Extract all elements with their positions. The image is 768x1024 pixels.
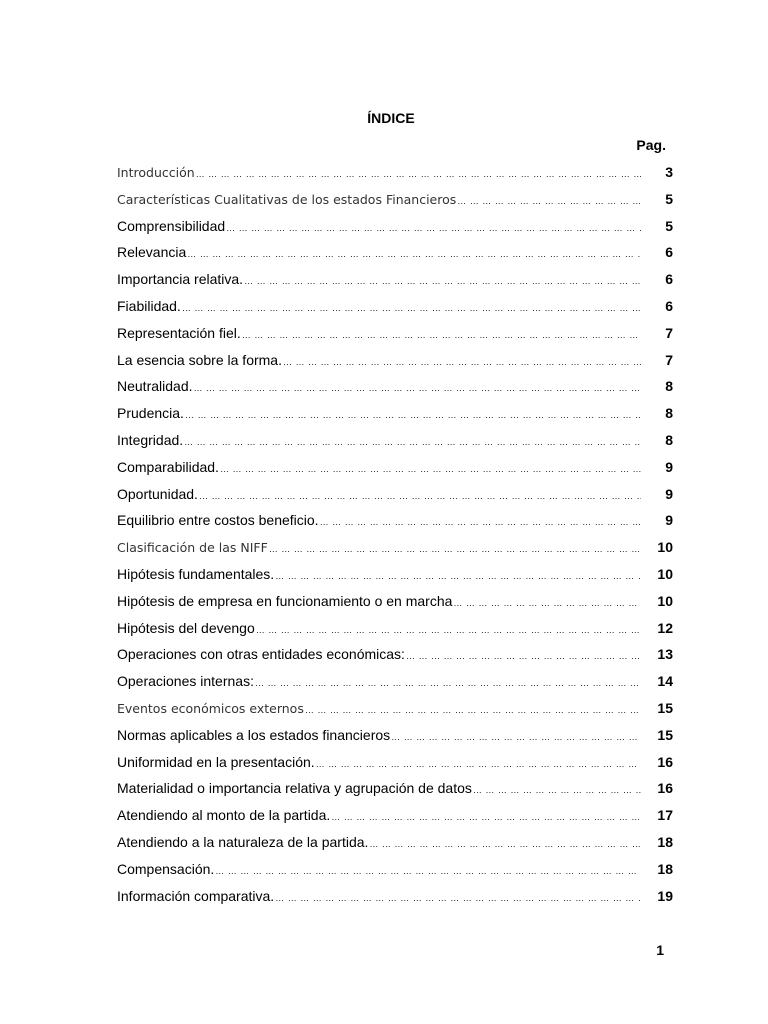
dot-leader [331, 804, 641, 829]
dot-leader [220, 456, 641, 481]
toc-entry[interactable] [117, 427, 673, 454]
toc-entry[interactable] [117, 239, 673, 266]
toc-entry[interactable] [117, 400, 673, 427]
dot-leader [391, 724, 641, 749]
page-column-header: Pag. [636, 137, 666, 153]
toc-entry-page: 9 [665, 458, 673, 475]
dot-leader [283, 349, 641, 374]
footer-page-number: 1 [656, 942, 664, 958]
toc-entry[interactable] [117, 534, 673, 561]
toc-entry-page: 10 [657, 592, 673, 609]
dot-leader [244, 268, 641, 293]
toc-entry-page: 13 [657, 646, 673, 663]
toc-entry[interactable] [117, 159, 673, 186]
toc-entry-page: 6 [665, 297, 673, 314]
toc-entry-page: 9 [665, 512, 673, 529]
toc-entry-title: Integridad. [117, 431, 184, 448]
dot-leader [215, 858, 641, 883]
toc-entry[interactable] [117, 775, 673, 802]
toc-entry-title: Atendiendo a la naturaleza de la partida. [117, 833, 369, 850]
toc-entry-page: 10 [657, 565, 673, 582]
toc-entry-page: 3 [665, 164, 673, 180]
toc-entry-title: Representación fiel. [117, 324, 241, 341]
toc-entry-title: Compensación. [117, 860, 215, 877]
toc-entry-title: Hipótesis de empresa en funcionamiento o en marcha [117, 592, 453, 609]
toc-entry-title: Comparabilidad. [117, 458, 219, 475]
toc-entry-page: 10 [657, 539, 673, 556]
toc-entry-title: Características Cualitativas de los estados Financieros [117, 191, 457, 207]
toc-entry-title: Operaciones internas: [117, 673, 254, 690]
toc-entry[interactable] [117, 186, 673, 213]
toc-entry-page: 17 [657, 807, 673, 824]
toc-entry[interactable] [117, 695, 673, 722]
toc-entry[interactable] [117, 454, 673, 481]
toc-entry-title: Prudencia. [117, 405, 184, 422]
toc-entry-title: Importancia relativa. [117, 271, 244, 288]
dot-leader [196, 161, 641, 186]
dot-leader [305, 697, 641, 722]
toc-entry[interactable] [117, 320, 673, 347]
toc-entry-title: Neutralidad. [117, 378, 193, 395]
table-of-contents [117, 159, 673, 909]
toc-entry-page: 6 [665, 244, 673, 261]
dot-leader [187, 241, 641, 266]
toc-entry[interactable] [117, 373, 673, 400]
dot-leader [182, 295, 641, 320]
toc-entry[interactable] [117, 829, 673, 856]
dot-leader [242, 322, 641, 347]
dot-leader [316, 751, 641, 776]
dot-leader [194, 375, 642, 400]
toc-entry-title: Atendiendo al monto de la partida. [117, 807, 331, 824]
toc-entry[interactable] [117, 266, 673, 293]
toc-entry-title: Introducción [117, 165, 195, 180]
toc-entry-title: Materialidad o importancia relativa y agrupación de datos [117, 780, 472, 797]
toc-entry[interactable] [117, 213, 673, 240]
toc-entry-page: 18 [657, 860, 673, 877]
toc-entry-title: Hipótesis del devengo [117, 619, 255, 636]
toc-entry-title: La esencia sobre la forma. [117, 351, 282, 368]
dot-leader [453, 590, 641, 615]
toc-entry[interactable] [117, 883, 673, 910]
toc-entry-page: 16 [657, 780, 673, 797]
toc-entry-title: Uniformidad en la presentación. [117, 753, 315, 770]
toc-entry-page: 5 [665, 190, 673, 207]
toc-entry-page: 18 [657, 833, 673, 850]
dot-leader [406, 643, 641, 668]
toc-entry-title: Eventos económicos externos [117, 700, 304, 716]
toc-entry-page: 8 [665, 378, 673, 395]
toc-entry[interactable] [117, 802, 673, 829]
toc-entry-page: 12 [657, 619, 673, 636]
toc-entry-title: Oportunidad. [117, 485, 198, 502]
toc-entry-page: 16 [657, 753, 673, 770]
dot-leader [199, 483, 641, 508]
toc-entry[interactable] [117, 668, 673, 695]
dot-leader [369, 831, 641, 856]
toc-entry-page: 15 [657, 699, 673, 716]
toc-entry[interactable] [117, 615, 673, 642]
toc-entry-title: Clasificación de las NIFF [117, 540, 268, 556]
toc-entry-page: 7 [665, 351, 673, 368]
dot-leader [275, 885, 641, 910]
dot-leader [184, 429, 641, 454]
toc-entry[interactable] [117, 347, 673, 374]
toc-entry-title: Equilibrio entre costos beneficio. [117, 512, 319, 529]
toc-entry[interactable] [117, 481, 673, 508]
toc-entry[interactable] [117, 856, 673, 883]
toc-entry-title: Operaciones con otras entidades económicas: [117, 646, 405, 663]
toc-entry[interactable] [117, 507, 673, 534]
toc-entry-page: 5 [665, 217, 673, 234]
toc-entry-page: 8 [665, 431, 673, 448]
dot-leader [255, 670, 641, 695]
dot-leader [256, 617, 641, 642]
toc-entry-page: 6 [665, 271, 673, 288]
toc-entry[interactable] [117, 749, 673, 776]
document-title: ÍNDICE [367, 110, 415, 126]
toc-entry[interactable] [117, 293, 673, 320]
dot-leader [320, 509, 641, 534]
toc-entry-page: 8 [665, 405, 673, 422]
dot-leader [226, 215, 641, 240]
dot-leader [457, 188, 641, 213]
toc-entry-title: Hipótesis fundamentales. [117, 565, 275, 582]
toc-entry[interactable] [117, 588, 673, 615]
toc-entry-title: Relevancia [117, 244, 187, 261]
toc-entry[interactable] [117, 722, 673, 749]
toc-entry[interactable] [117, 561, 673, 588]
dot-leader [275, 563, 641, 588]
dot-leader [185, 402, 641, 427]
toc-entry-page: 14 [657, 673, 673, 690]
toc-entry-title: Normas aplicables a los estados financieros [117, 726, 391, 743]
dot-leader [269, 536, 641, 561]
toc-entry-page: 19 [657, 887, 673, 904]
toc-entry-page: 9 [665, 485, 673, 502]
toc-entry-title: Información comparativa. [117, 887, 275, 904]
toc-entry[interactable] [117, 641, 673, 668]
toc-entry-page: 7 [665, 324, 673, 341]
toc-entry-page: 15 [657, 726, 673, 743]
dot-leader [473, 777, 641, 802]
toc-entry-title: Comprensibilidad [117, 217, 226, 234]
toc-entry-title: Fiabilidad. [117, 297, 181, 314]
